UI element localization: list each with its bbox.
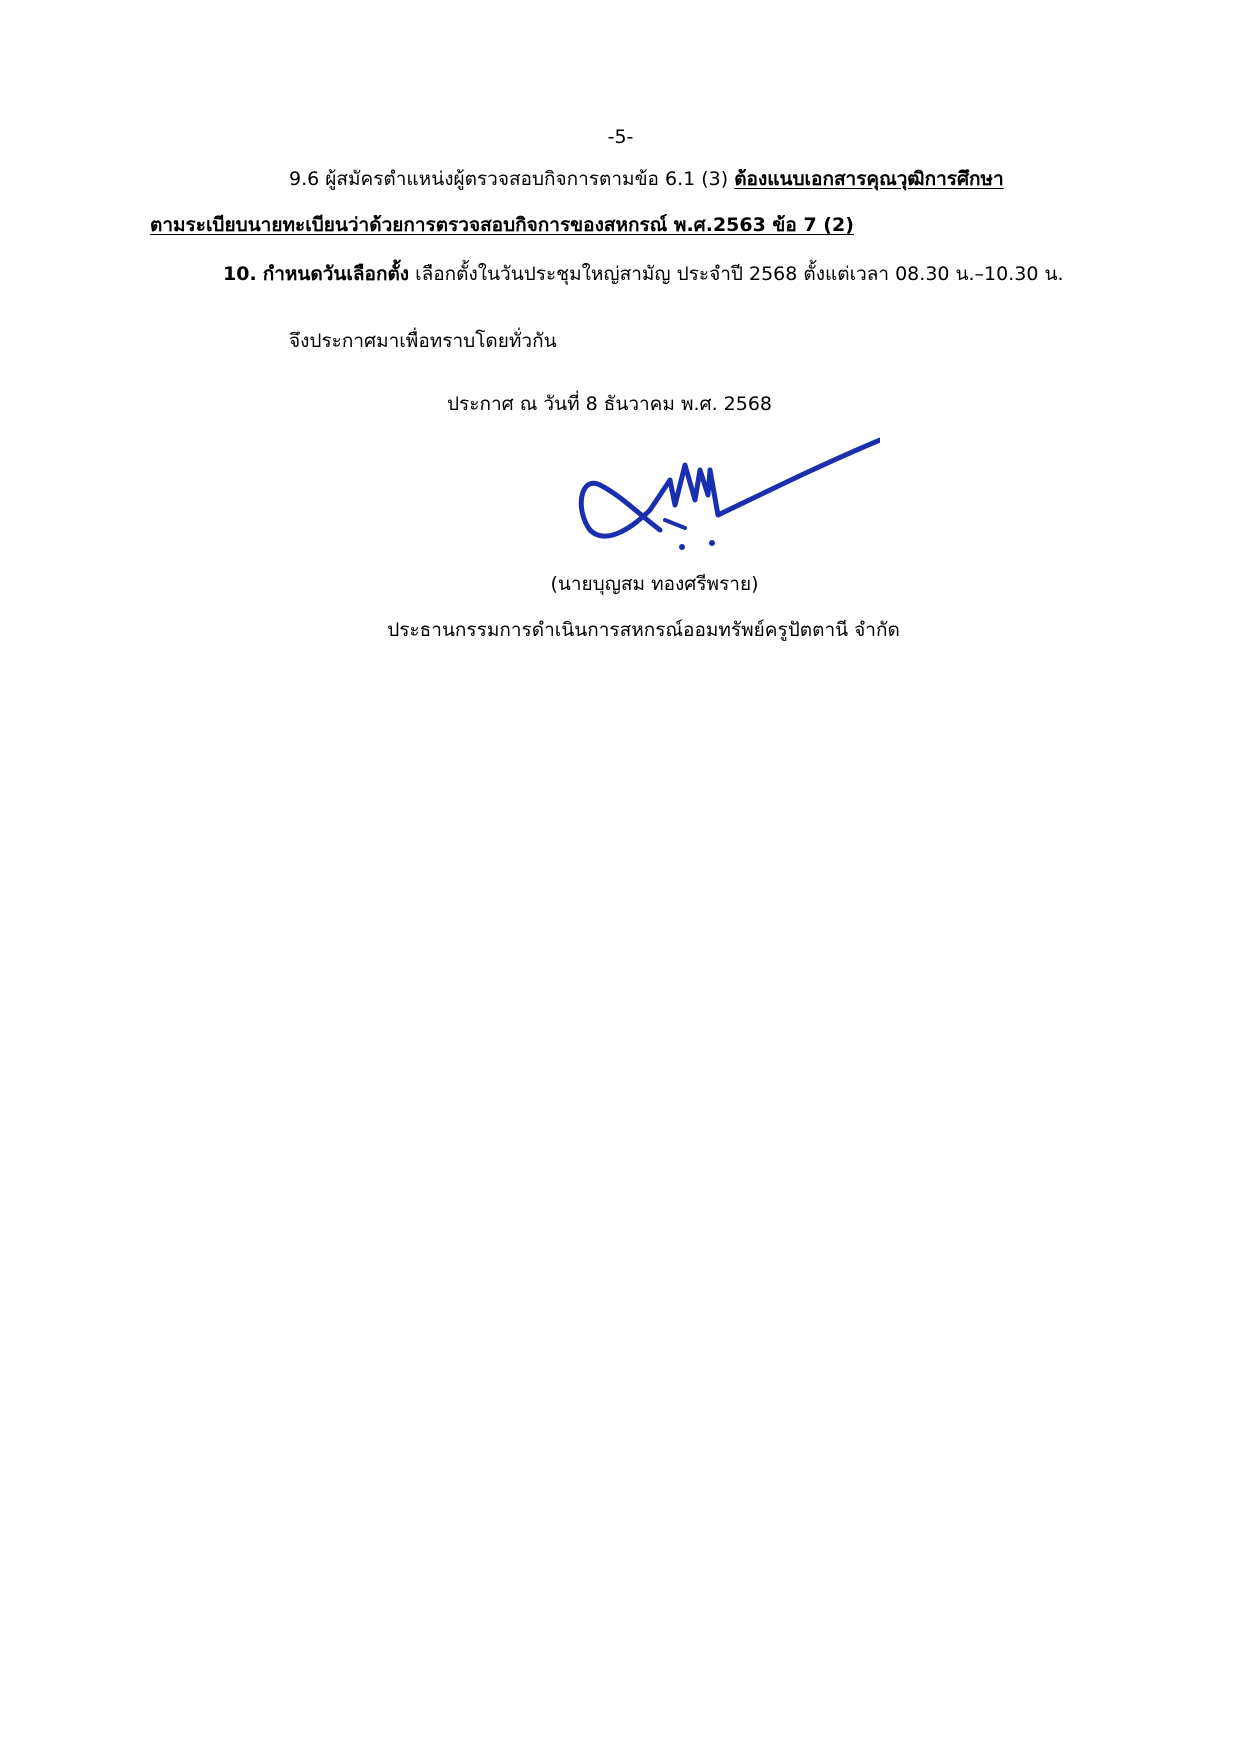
page-number: -5- — [607, 126, 634, 148]
item-9-6-emphasis-2: ตามระเบียบนายทะเบียนว่าด้วยการตรวจสอบกิจการของสหกรณ์ พ.ศ.2563 ข้อ 7 (2) — [150, 214, 854, 236]
closing-statement: จึงประกาศมาเพื่อทราบโดยทั่วกัน — [289, 330, 557, 352]
item-9-6-lead: 9.6 ผู้สมัครตำแหน่งผู้ตรวจสอบกิจการตามข้อ 6.1 (3) — [289, 168, 735, 190]
announcement-date: ประกาศ ณ วันที่ 8 ธันวาคม พ.ศ. 2568 — [447, 393, 773, 415]
signature-image — [560, 420, 880, 560]
item-10-text: เลือกตั้งในวันประชุมใหญ่สามัญ ประจำปี 2568 ตั้งแต่เวลา 08.30 น.–10.30 น. — [415, 263, 1064, 285]
signer-position: ประธานกรรมการดำเนินการสหกรณ์ออมทรัพย์ครูปัตตานี จำกัด — [387, 619, 900, 641]
item-10-number: 10. — [223, 263, 257, 285]
signer-name: (นายบุญสม ทองศรีพราย) — [550, 573, 759, 595]
item-10 — [223, 265, 1064, 284]
item-10-heading: กำหนดวันเลือกตั้ง — [262, 263, 410, 285]
item-9-6-line-1 — [289, 170, 1004, 189]
item-9-6-emphasis-1: ต้องแนบเอกสารคุณวุฒิการศึกษา — [734, 168, 1004, 190]
